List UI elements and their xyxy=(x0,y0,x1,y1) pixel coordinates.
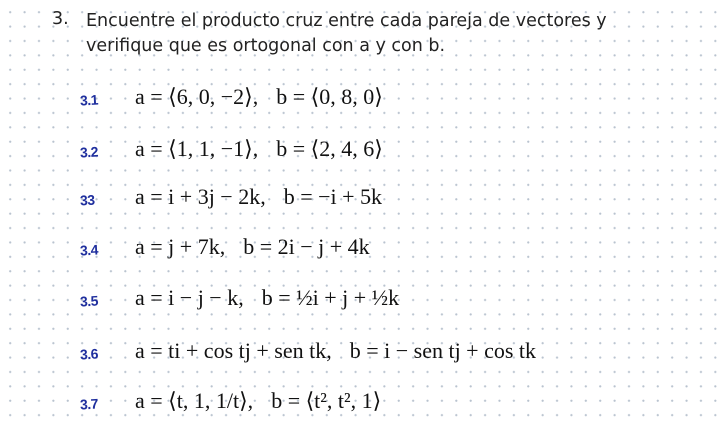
exercise-row-3-3 xyxy=(0,184,720,224)
exercise-label: 3.1 xyxy=(79,91,99,109)
exercise-row-3-6 xyxy=(0,338,720,378)
exercise-formula xyxy=(135,285,399,311)
exercise-row-3-4 xyxy=(0,234,720,274)
exercise-row-3-5 xyxy=(0,285,720,325)
exercise-formula xyxy=(135,388,381,414)
vector-a: a = ⟨1, 1, −1⟩, xyxy=(135,136,259,161)
vector-a: a = ti + cos tj + sen tk, xyxy=(135,338,332,363)
exercise-formula xyxy=(135,184,382,210)
problem-statement-line-1: Encuentre el producto cruz entre cada pareja de vectores y xyxy=(86,11,607,31)
exercise-formula xyxy=(135,234,370,260)
vector-a: a = j + 7k, xyxy=(135,234,226,259)
exercise-formula xyxy=(135,136,383,162)
vector-a: a = ⟨6, 0, −2⟩, xyxy=(135,84,259,109)
vector-b: b = ⟨t², t², 1⟩ xyxy=(271,388,382,413)
vector-b: b = ⟨2, 4, 6⟩ xyxy=(276,136,383,161)
vector-b: b = 2i − j + 4k xyxy=(243,234,370,259)
vector-b: b = i − sen tj + cos tk xyxy=(349,338,537,363)
exercise-label: 33 xyxy=(79,191,95,209)
vector-a: a = i − j − k, xyxy=(135,285,244,310)
exercise-label: 3.4 xyxy=(79,241,99,259)
exercise-label: 3.6 xyxy=(79,345,99,363)
problem-statement-line-2: verifique que es ortogonal con a y con b. xyxy=(86,36,446,56)
vector-b: b = −i + 5k xyxy=(283,184,383,209)
problem-number: 3. xyxy=(52,9,69,29)
exercise-row-3-2 xyxy=(0,136,720,176)
exercise-label: 3.7 xyxy=(79,395,99,413)
exercise-row-3-1 xyxy=(0,84,720,124)
vector-a: a = i + 3j − 2k, xyxy=(135,184,266,209)
exercise-label: 3.5 xyxy=(79,292,99,310)
vector-b: b = ½i + j + ½k xyxy=(261,285,400,310)
exercise-label: 3.2 xyxy=(79,143,99,161)
vector-b: b = ⟨0, 8, 0⟩ xyxy=(276,84,383,109)
exercise-row-3-7 xyxy=(0,388,720,428)
exercise-formula xyxy=(135,338,536,364)
problem-statement xyxy=(86,9,646,59)
exercise-formula xyxy=(135,84,383,110)
vector-a: a = ⟨t, 1, 1/t⟩, xyxy=(135,388,254,413)
